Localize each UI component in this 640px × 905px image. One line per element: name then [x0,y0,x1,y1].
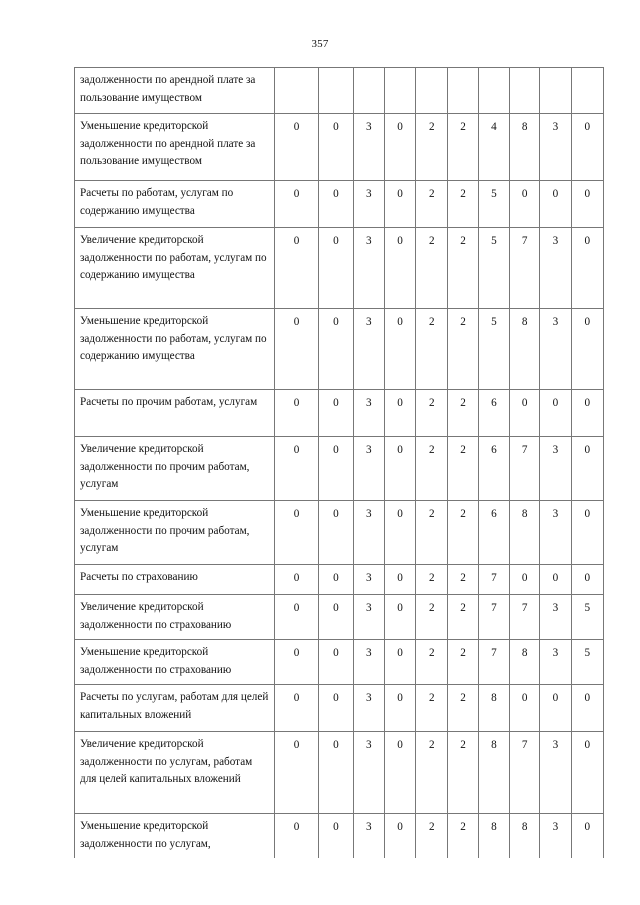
code-digit-cell: 5 [478,181,509,228]
code-digit-cell: 3 [540,228,571,309]
code-digit-cell: 0 [384,437,415,501]
code-digit-cell: 0 [319,228,353,309]
code-digit-cell: 3 [353,501,384,565]
code-digit-cell: 0 [510,685,540,732]
table-row [75,437,604,501]
account-name-cell: Увеличение кредиторской задолженности по услугам, работам для целей капитальных вложений [75,732,275,814]
code-digit-cell: 0 [319,114,353,181]
code-digit-cell: 3 [353,685,384,732]
table-row [75,595,604,640]
code-digit-cell: 3 [353,309,384,390]
account-name-cell: Уменьшение кредиторской задолженности по страхованию [75,640,275,685]
account-name-cell: Уменьшение кредиторской задолженности по прочим работам, услугам [75,501,275,565]
code-digit-cell: 8 [510,640,540,685]
code-digit-cell: 2 [416,501,448,565]
code-digit-cell: 2 [448,814,478,859]
code-digit-cell: 0 [319,390,353,437]
code-digit-cell: 0 [571,309,603,390]
code-digit-cell: 0 [384,640,415,685]
table-row [75,228,604,309]
code-digit-cell: 0 [319,501,353,565]
account-name-cell: Расчеты по работам, услугам по содержанию имущества [75,181,275,228]
table-row [75,732,604,814]
code-digit-cell: 0 [384,390,415,437]
code-digit-cell: 6 [478,501,509,565]
code-digit-cell: 0 [571,732,603,814]
code-digit-cell: 0 [384,685,415,732]
code-digit-cell: 3 [540,595,571,640]
code-digit-cell: 0 [319,595,353,640]
code-digit-cell: 8 [478,685,509,732]
code-digit-cell: 0 [274,228,318,309]
code-digit-cell: 2 [416,685,448,732]
code-digit-cell: 2 [416,437,448,501]
code-digit-cell: 7 [478,595,509,640]
code-digit-cell: 3 [540,437,571,501]
code-digit-cell: 5 [571,595,603,640]
account-name-cell: Расчеты по страхованию [75,565,275,595]
code-digit-cell: 8 [510,814,540,859]
code-digit-cell: 0 [540,390,571,437]
code-digit-cell: 0 [384,565,415,595]
code-digit-cell: 0 [274,114,318,181]
code-digit-cell: 0 [384,501,415,565]
code-digit-cell: 0 [384,595,415,640]
table-row [75,181,604,228]
code-digit-cell: 0 [571,114,603,181]
code-digit-cell: 0 [510,181,540,228]
account-name-cell: Уменьшение кредиторской задолженности по арендной плате за пользование имуществом [75,114,275,181]
account-name-cell: Уменьшение кредиторской задолженности по услугам, [75,814,275,859]
code-digit-cell: 2 [416,565,448,595]
code-digit-cell: 0 [571,228,603,309]
code-digit-cell: 0 [510,390,540,437]
table-row [75,390,604,437]
table-row [75,640,604,685]
code-digit-cell: 0 [274,814,318,859]
code-digit-cell [384,68,415,114]
code-digit-cell: 0 [274,565,318,595]
code-digit-cell [353,68,384,114]
code-digit-cell: 0 [274,640,318,685]
code-digit-cell: 2 [448,390,478,437]
code-digit-cell: 8 [510,501,540,565]
code-digit-cell: 0 [319,309,353,390]
code-digit-cell: 7 [510,595,540,640]
code-digit-cell: 0 [384,228,415,309]
table-row [75,309,604,390]
code-digit-cell [571,68,603,114]
code-digit-cell [448,68,478,114]
code-digit-cell: 3 [540,640,571,685]
code-digit-cell: 3 [353,640,384,685]
code-digit-cell: 0 [274,309,318,390]
code-digit-cell: 4 [478,114,509,181]
code-digit-cell: 2 [448,228,478,309]
code-digit-cell: 3 [353,114,384,181]
code-digit-cell: 5 [478,228,509,309]
table-body [75,68,604,859]
table-row [75,114,604,181]
code-digit-cell: 2 [448,501,478,565]
code-digit-cell: 3 [540,814,571,859]
code-digit-cell: 8 [478,814,509,859]
code-digit-cell: 0 [319,640,353,685]
code-digit-cell [319,68,353,114]
code-digit-cell: 3 [540,732,571,814]
code-digit-cell: 0 [540,565,571,595]
code-digit-cell [416,68,448,114]
account-name-cell: Увеличение кредиторской задолженности по работам, услугам по содержанию имущества [75,228,275,309]
code-digit-cell: 3 [353,814,384,859]
code-digit-cell: 0 [319,685,353,732]
code-digit-cell: 0 [540,685,571,732]
code-digit-cell: 3 [353,390,384,437]
code-digit-cell: 2 [448,181,478,228]
code-digit-cell: 6 [478,390,509,437]
code-digit-cell: 3 [353,595,384,640]
code-digit-cell [510,68,540,114]
code-digit-cell: 0 [384,114,415,181]
code-digit-cell: 0 [274,437,318,501]
code-digit-cell: 2 [448,437,478,501]
code-digit-cell: 2 [416,181,448,228]
code-digit-cell: 0 [540,181,571,228]
code-digit-cell [274,68,318,114]
code-digit-cell: 0 [571,501,603,565]
code-digit-cell: 8 [510,309,540,390]
table-row [75,565,604,595]
code-digit-cell [478,68,509,114]
code-digit-cell: 0 [571,814,603,859]
code-digit-cell: 0 [571,181,603,228]
code-digit-cell: 0 [384,181,415,228]
account-name-cell: Расчеты по услугам, работам для целей капитальных вложений [75,685,275,732]
code-digit-cell: 2 [448,309,478,390]
code-digit-cell: 2 [416,640,448,685]
code-digit-cell: 5 [571,640,603,685]
table-row [75,814,604,859]
code-digit-cell: 2 [448,685,478,732]
code-digit-cell: 0 [274,732,318,814]
code-digit-cell: 2 [416,228,448,309]
code-digit-cell: 0 [319,814,353,859]
code-digit-cell: 3 [540,501,571,565]
code-digit-cell: 2 [416,114,448,181]
code-digit-cell: 0 [384,309,415,390]
table-row [75,501,604,565]
code-digit-cell: 8 [478,732,509,814]
account-name-cell: Расчеты по прочим работам, услугам [75,390,275,437]
code-digit-cell: 3 [540,309,571,390]
code-digit-cell: 0 [571,685,603,732]
code-digit-cell: 2 [416,732,448,814]
code-digit-cell: 7 [510,437,540,501]
code-digit-cell: 3 [353,732,384,814]
code-digit-cell: 0 [571,390,603,437]
code-digit-cell: 6 [478,437,509,501]
account-name-cell: Уменьшение кредиторской задолженности по работам, услугам по содержанию имущества [75,309,275,390]
account-codes-table [74,67,604,858]
code-digit-cell: 2 [416,309,448,390]
code-digit-cell: 2 [448,732,478,814]
page-number: 357 [311,38,329,50]
code-digit-cell: 2 [448,640,478,685]
code-digit-cell: 2 [416,595,448,640]
code-digit-cell: 0 [571,437,603,501]
code-digit-cell: 2 [448,114,478,181]
code-digit-cell: 5 [478,309,509,390]
code-digit-cell: 7 [478,640,509,685]
code-digit-cell: 2 [448,565,478,595]
code-digit-cell: 0 [384,732,415,814]
code-digit-cell: 0 [274,181,318,228]
code-digit-cell: 2 [448,595,478,640]
table-row [75,68,604,114]
code-digit-cell: 3 [353,181,384,228]
account-name-cell: Увеличение кредиторской задолженности по страхованию [75,595,275,640]
code-digit-cell: 3 [353,228,384,309]
code-digit-cell [540,68,571,114]
code-digit-cell: 8 [510,114,540,181]
code-digit-cell: 0 [319,181,353,228]
table-row [75,685,604,732]
code-digit-cell: 0 [319,732,353,814]
code-digit-cell: 3 [353,437,384,501]
code-digit-cell: 2 [416,814,448,859]
code-digit-cell: 3 [540,114,571,181]
code-digit-cell: 0 [274,501,318,565]
code-digit-cell: 0 [274,685,318,732]
code-digit-cell: 0 [274,595,318,640]
code-digit-cell: 7 [510,732,540,814]
code-digit-cell: 3 [353,565,384,595]
account-name-cell: Увеличение кредиторской задолженности по прочим работам, услугам [75,437,275,501]
code-digit-cell: 0 [384,814,415,859]
code-digit-cell: 7 [510,228,540,309]
code-digit-cell: 0 [510,565,540,595]
code-digit-cell: 2 [416,390,448,437]
code-digit-cell: 0 [571,565,603,595]
code-digit-cell: 0 [319,437,353,501]
code-digit-cell: 0 [274,390,318,437]
code-digit-cell: 7 [478,565,509,595]
account-name-cell: задолженности по арендной плате за пользование имуществом [75,68,275,114]
code-digit-cell: 0 [319,565,353,595]
